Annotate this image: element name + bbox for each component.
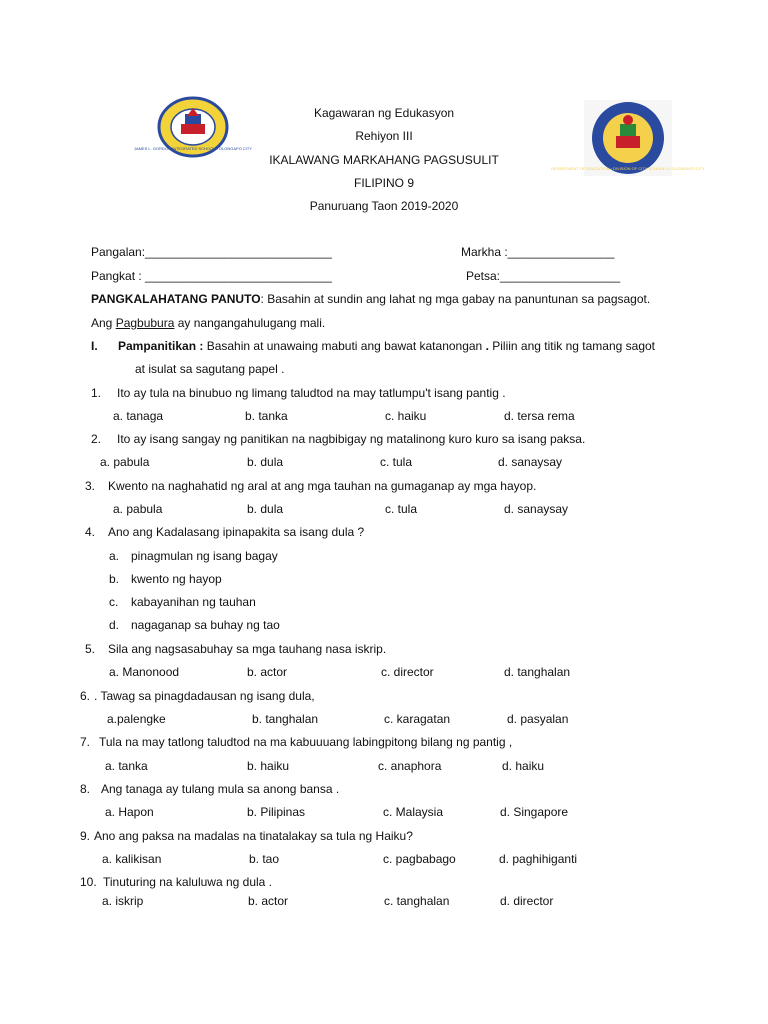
right-seal-text: DEPARTMENT OF EDUCATION • DIVISION OF CITY SCHOOLS • OLONGAPO CITY — [551, 166, 705, 171]
choice[interactable]: b. tanka — [245, 409, 288, 423]
question-number: 2. — [91, 432, 102, 446]
choice[interactable]: d. sanaysay — [498, 455, 563, 469]
choice[interactable]: a. tanaga — [113, 409, 164, 423]
choice[interactable]: pinagmulan ng isang bagay — [131, 549, 278, 563]
question-number: 3. — [85, 479, 96, 493]
question-number: 5. — [85, 642, 96, 656]
choice[interactable]: c. tula — [385, 502, 418, 516]
question-number: 7. — [80, 735, 91, 749]
choice[interactable]: d. sanaysay — [504, 502, 569, 516]
choice[interactable]: d. tanghalan — [504, 665, 571, 679]
section-instructions — [118, 339, 655, 353]
choice[interactable]: b. haiku — [247, 759, 290, 773]
choice[interactable]: d. director — [500, 894, 554, 908]
section-text-1: Basahin at unawaing mabuti ang bawat katanongan — [203, 339, 486, 353]
choice[interactable]: d. paghihiganti — [499, 852, 578, 866]
header-school-year: Panuruang Taon 2019-2020 — [309, 199, 459, 213]
choice[interactable]: kabayanihan ng tauhan — [131, 595, 256, 609]
erasure-note-pre: Ang — [91, 316, 116, 330]
choice[interactable]: b. dula — [247, 502, 284, 516]
question-text: Tula na may tatlong taludtod na ma kabuuuang labingpitong bilang ng pantig , — [99, 735, 513, 749]
choice[interactable]: a. tanka — [105, 759, 148, 773]
question-text: Ito ay isang sangay ng panitikan na nagbibigay ng matalinong kuro kuro sa isang paksa. — [117, 432, 586, 446]
header-region: Rehiyon III — [355, 129, 413, 143]
choice[interactable]: d. haiku — [502, 759, 545, 773]
question-text: Ang tanaga ay tulang mula sa anong bansa . — [101, 782, 340, 796]
question-number: 8. — [80, 782, 91, 796]
question-text: . Tawag sa pinagdadausan ng isang dula, — [94, 689, 315, 703]
question-text: Ito ay tula na binubuo ng limang taludtod na may tatlumpu't isang pantig . — [117, 386, 506, 400]
general-instructions-label: PANGKALAHATANG PANUTO — [91, 292, 261, 306]
header-subject: FILIPINO 9 — [353, 176, 415, 190]
question-text: Kwento na naghahatid ng aral at ang mga tauhan na gumaganap ay mga hayop. — [108, 479, 537, 493]
general-instructions — [91, 292, 650, 306]
question-text: Ano ang paksa na madalas na tinatalakay sa tula ng Haiku? — [94, 829, 413, 843]
choice[interactable]: d. tersa rema — [504, 409, 575, 423]
question-number: 4. — [85, 525, 96, 539]
erasure-note-post: ay nangangahulugang mali. — [174, 316, 326, 330]
question-text: Ano ang Kadalasang ipinapakita sa isang dula ? — [108, 525, 365, 539]
choice[interactable]: c. Malaysia — [383, 805, 444, 819]
date-field[interactable]: Petsa:__________________ — [466, 269, 621, 283]
choice[interactable]: d. Singapore — [500, 805, 569, 819]
choice-letter: c. — [109, 595, 119, 609]
choice[interactable]: b. actor — [247, 665, 288, 679]
choice-letter: a. — [109, 549, 120, 563]
choice[interactable]: a.palengke — [107, 712, 166, 726]
left-seal-text: JAMES L. GORDON INTEGRATED SCHOOL • OLONGAPO CITY — [133, 146, 253, 151]
choice[interactable]: kwento ng hayop — [131, 572, 222, 586]
question-text: Sila ang nagsasabuhay sa mga tauhang nasa iskrip. — [108, 642, 387, 656]
choice[interactable]: c. pagbabago — [383, 852, 456, 866]
choice[interactable]: a. pabula — [100, 455, 150, 469]
choice[interactable]: c. director — [381, 665, 434, 679]
choice[interactable]: c. tula — [380, 455, 413, 469]
choice[interactable]: c. anaphora — [378, 759, 442, 773]
section-dot: . — [485, 339, 489, 353]
erasure-note-keyword: Pagbubura — [115, 316, 175, 330]
question-number: 9. — [80, 829, 91, 843]
choice[interactable]: a. iskrip — [102, 894, 144, 908]
choice[interactable]: c. haiku — [385, 409, 427, 423]
header-department: Kagawaran ng Edukasyon — [313, 106, 455, 120]
choice[interactable]: a. Hapon — [105, 805, 154, 819]
name-field[interactable]: Pangalan:____________________________ — [91, 245, 332, 259]
question-number: 6. — [80, 689, 91, 703]
score-field[interactable]: Markha :________________ — [461, 245, 615, 259]
section-text-2: Piliin ang titik ng tamang sagot — [488, 339, 656, 353]
choice[interactable]: a. Manonood — [109, 665, 180, 679]
header-exam-title: IKALAWANG MARKAHANG PAGSUSULIT — [269, 153, 499, 167]
choice-letter: b. — [109, 572, 120, 586]
question-number: 1. — [91, 386, 102, 400]
choice[interactable]: a. kalikisan — [102, 852, 162, 866]
choice-letter: d. — [109, 618, 120, 632]
section-instructions-line2: at isulat sa sagutang papel . — [135, 362, 285, 376]
question-number: 10. — [80, 875, 97, 889]
choice[interactable]: b. dula — [247, 455, 284, 469]
choice[interactable]: b. actor — [248, 894, 289, 908]
erasure-note — [91, 316, 325, 330]
choice[interactable]: nagaganap sa buhay ng tao — [131, 618, 280, 632]
section-field[interactable]: Pangkat : ____________________________ — [91, 269, 332, 283]
section-numeral: I. — [91, 339, 98, 353]
question-text: Tinuturing na kaluluwa ng dula . — [103, 875, 272, 889]
choice[interactable]: b. tanghalan — [252, 712, 319, 726]
choice[interactable]: b. tao — [249, 852, 280, 866]
choice[interactable]: d. pasyalan — [507, 712, 569, 726]
choice[interactable]: b. Pilipinas — [247, 805, 306, 819]
choice[interactable]: c. karagatan — [384, 712, 451, 726]
choice[interactable]: c. tanghalan — [384, 894, 450, 908]
general-instructions-text: : Basahin at sundin ang lahat ng mga gabay na panuntunan sa pagsagot. — [260, 292, 651, 306]
choice[interactable]: a. pabula — [113, 502, 163, 516]
section-label: Pampanitikan : — [118, 339, 204, 353]
